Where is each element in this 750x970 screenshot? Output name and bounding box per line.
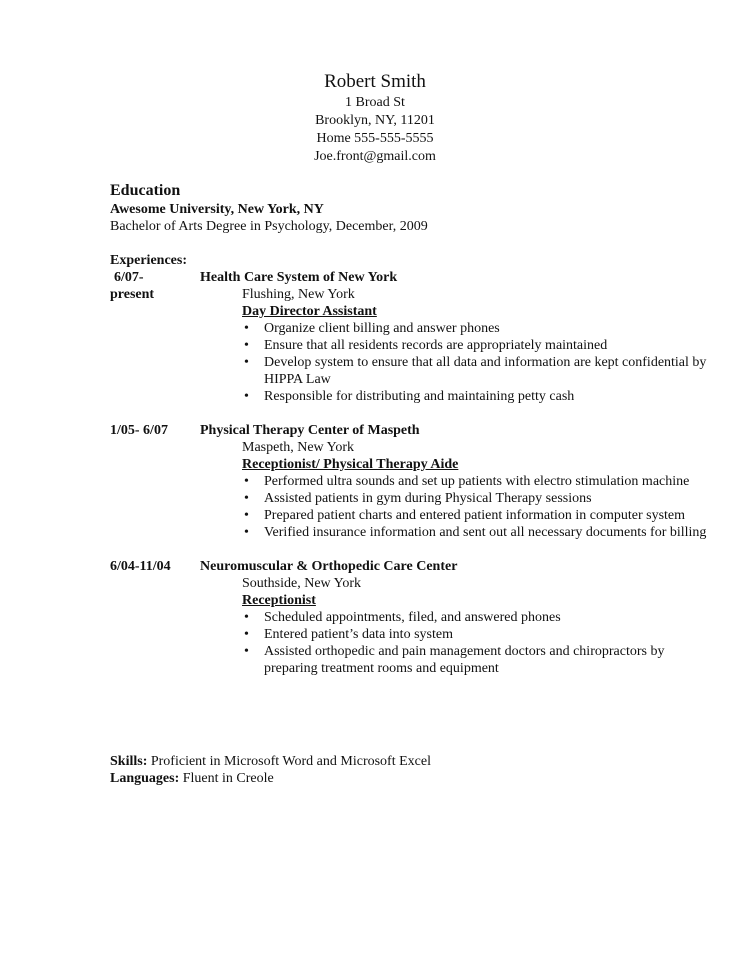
bullet-icon: • — [244, 627, 249, 642]
skills-value: Proficient in Microsoft Word and Microsoft Excel — [150, 754, 431, 769]
job-entry — [110, 558, 710, 677]
phone: Home 555-555-5555 — [316, 131, 434, 146]
list-item: • Scheduled appointments, filed, and answered phones — [244, 610, 561, 625]
bullet-icon: • — [244, 508, 249, 523]
job-bullets — [242, 320, 710, 405]
job-title: Receptionist — [242, 593, 316, 608]
job-dates: 6/07- — [114, 270, 144, 285]
job-dates-continued: present — [110, 287, 155, 302]
candidate-name: Robert Smith — [324, 71, 426, 92]
list-item: • Entered patient’s data into system — [244, 627, 453, 642]
list-item: • Develop system to ensure that all data and information are kept confidential by HIPPA Law — [244, 355, 707, 387]
list-item: • Assisted orthopedic and pain management doctors and chiropractors by preparing treatment rooms and equipment — [244, 644, 665, 676]
job-dates: 6/04-11/04 — [110, 559, 171, 574]
bullet-icon: • — [244, 474, 249, 489]
bullet-icon: • — [244, 644, 249, 659]
bullet-icon: • — [244, 525, 249, 540]
list-item: • Prepared patient charts and entered patient information in computer system — [244, 508, 686, 523]
job-employer: Physical Therapy Center of Maspeth — [200, 423, 420, 438]
degree: Bachelor of Arts Degree in Psychology, December, 2009 — [110, 219, 428, 234]
experience-heading: Experiences: — [110, 253, 187, 268]
email: Joe.front@gmail.com — [314, 149, 436, 164]
list-item: • Verified insurance information and sent out all necessary documents for billing — [244, 525, 707, 540]
skills-line — [110, 753, 710, 770]
address-line-1: 1 Broad St — [345, 95, 405, 110]
list-item: • Performed ultra sounds and set up patients with electro stimulation machine — [244, 474, 690, 489]
experience-section — [110, 252, 710, 677]
list-item: • Ensure that all residents records are appropriately maintained — [244, 338, 608, 353]
bullet-icon: • — [244, 355, 249, 370]
skills-label: Skills: — [110, 754, 148, 769]
job-location: Southside, New York — [242, 576, 362, 591]
bullet-icon: • — [244, 491, 249, 506]
job-entry — [110, 422, 710, 541]
job-location: Maspeth, New York — [242, 440, 354, 455]
job-title: Receptionist/ Physical Therapy Aide — [242, 457, 459, 472]
bullet-icon: • — [244, 321, 249, 336]
address-line-2: Brooklyn, NY, 11201 — [315, 113, 435, 128]
skills-section — [110, 753, 710, 787]
job-title: Day Director Assistant — [242, 304, 377, 319]
job-bullets — [242, 473, 710, 541]
bullet-icon: • — [244, 338, 249, 353]
education-section — [110, 181, 710, 235]
list-item: • Organize client billing and answer phones — [244, 321, 500, 336]
job-employer: Health Care System of New York — [200, 270, 398, 285]
languages-value: Fluent in Creole — [182, 771, 274, 786]
job-location: Flushing, New York — [242, 287, 355, 302]
bullet-icon: • — [244, 389, 249, 404]
list-item: • Assisted patients in gym during Physical Therapy sessions — [244, 491, 592, 506]
list-item: • Responsible for distributing and maintaining petty cash — [244, 389, 575, 404]
job-bullets — [242, 609, 710, 677]
bullet-icon: • — [244, 610, 249, 625]
school: Awesome University, New York, NY — [110, 202, 324, 217]
job-entry — [110, 269, 710, 405]
resume-header — [0, 70, 750, 166]
job-employer: Neuromuscular & Orthopedic Care Center — [200, 559, 458, 574]
languages-label: Languages: — [110, 771, 180, 786]
education-heading: Education — [110, 182, 181, 199]
languages-line — [110, 770, 710, 787]
job-dates: 1/05- 6/07 — [110, 423, 168, 438]
